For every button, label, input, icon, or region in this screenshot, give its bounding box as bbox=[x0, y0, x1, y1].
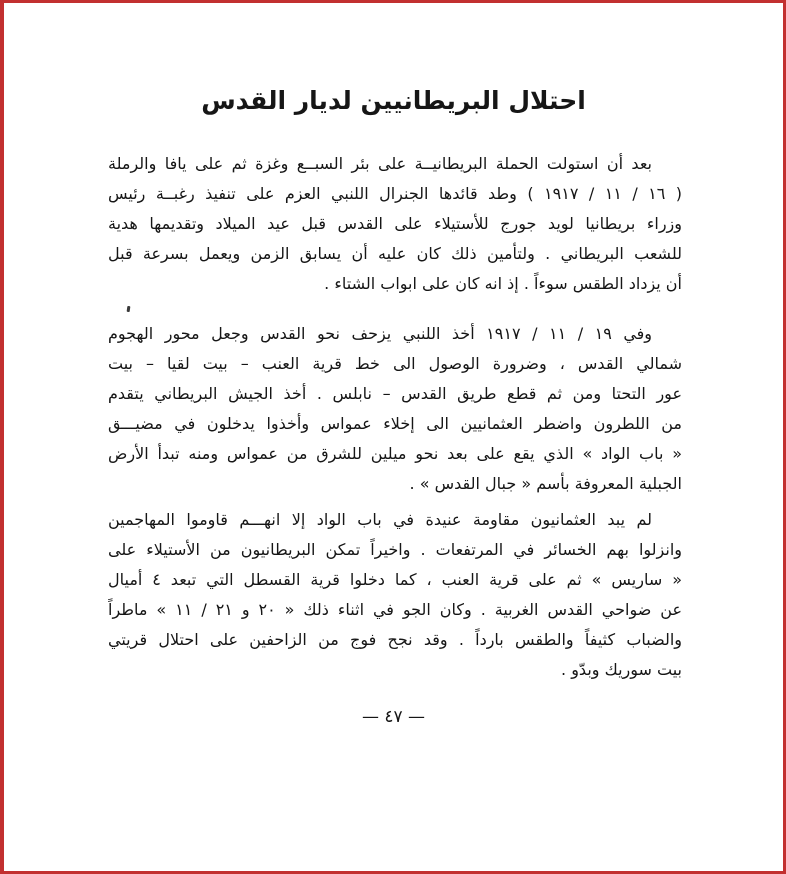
paragraph-3 bbox=[108, 505, 682, 685]
text-line: بعد أن استولت الحملة البريطانيــة على بئر السبــع وغزة ثم على يافا والرملة bbox=[108, 154, 652, 173]
text-line: الجبلية المعروفة بأسم « جبال القدس » . bbox=[409, 474, 682, 493]
text-line: شمالي القدس ، وضرورة الوصول الى خط قرية العنب – بيت لقيا – بيت bbox=[108, 354, 682, 373]
text-line: وانزلوا بهم الخسائر في المرتفعات . واخيراً تمكن البريطانيون من الأستيلاء على bbox=[108, 540, 682, 559]
text-line: عن ضواحي القدس الغربية . وكان الجو في اثناء ذلك « ٢٠ و ٢١ / ١١ » ماطراً bbox=[108, 600, 682, 619]
text-line: بيت سوريك وبدّو . bbox=[561, 660, 682, 679]
paragraph-1 bbox=[108, 149, 682, 299]
text-line: ( ١٦ / ١١ / ١٩١٧ ) وطد قائدها الجنرال اللنبي العزم على تنفيذ رغبــة رئيس bbox=[108, 184, 682, 203]
paragraph-2 bbox=[108, 319, 682, 499]
text-line: للشعب البريطاني . ولتأمين ذلك كان عليه أن يسابق الزمن ويعمل بسرعة قبل bbox=[108, 244, 682, 263]
text-line: « ساريس » ثم على قرية العنب ، كما دخلوا قرية القسطل التي تبعد ٤ أميال bbox=[108, 570, 682, 589]
page-number: — ٤٧ — bbox=[361, 707, 426, 727]
ink-speck bbox=[127, 306, 131, 312]
text-line: « باب الواد » الذي يقع على بعد نحو ميلين للشرق من عمواس ومنه تبدأ الأرض bbox=[108, 444, 682, 463]
text-line: من اللطرون واضطر العثمانيين الى إخلاء عمواس وأخذوا يدخلون في مضيـــق bbox=[108, 414, 682, 433]
text-line: والضباب كثيفاً والطقس بارداً . وقد نجح فوج من الزاحفين على احتلال قريتي bbox=[108, 630, 682, 649]
text-line: وفي ١٩ / ١١ / ١٩١٧ أخذ اللنبي يزحف نحو القدس وجعل محور الهجوم bbox=[108, 324, 653, 343]
text-line: وزراء بريطانيا لويد جورج للأستيلاء على القدس قبل عيد الميلاد وتقديمها هدية bbox=[108, 214, 682, 233]
text-line: أن يزداد الطقس سوءاً . إذ انه كان على ابواب الشتاء . bbox=[324, 274, 682, 293]
page-title: احتلال البريطانيين لديار القدس bbox=[201, 85, 586, 115]
text-line: لم يبد العثمانيون مقاومة عنيدة في باب الواد إلا انهـــم قاوموا المهاجمين bbox=[108, 510, 652, 529]
text-line: عور التحتا ومن ثم قطع طريق القدس – نابلس . أخذ الجيش البريطاني يتقدم bbox=[108, 384, 682, 403]
